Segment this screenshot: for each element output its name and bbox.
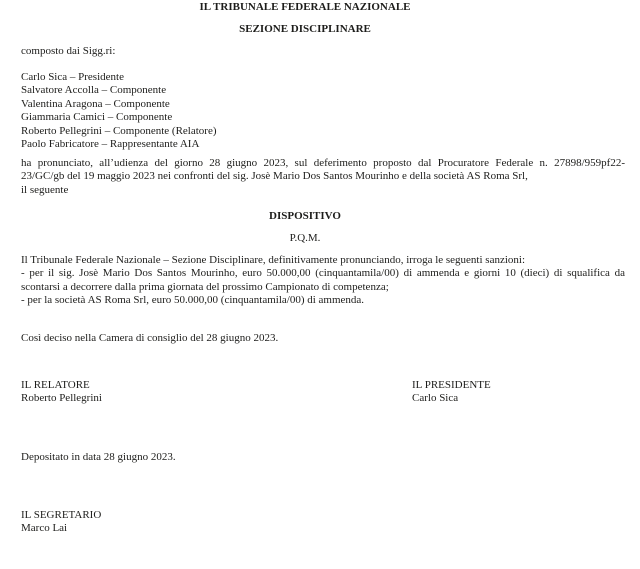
pronouncement-paragraph (21, 157, 625, 197)
member-line: Valentina Aragona – Componente (21, 97, 170, 110)
member-line: Carlo Sica – Presidente (21, 71, 124, 83)
signature-presidente (412, 379, 622, 406)
ruling-paragraph (21, 254, 625, 308)
sanction-line-3: - per la società AS Roma Srl, euro 50.000,00 (cinquantamila/00) di ammenda. (21, 294, 365, 307)
ruling-intro-line: Il Tribunale Federale Nazionale – Sezione Disciplinare, definitivamente pronunciando, irroga le seguenti sanzioni: (21, 254, 526, 266)
member-line: Giammaria Camici – Componente (21, 111, 173, 124)
sanction-line-1: - per il sig. Josè Mario Dos Santos Mourinho, euro 50.000,00 (cinquantamila/00) di ammenda e giorni 10 (dieci) di squalifica da (21, 267, 625, 280)
dispositivo-heading: DISPOSITIVO (269, 210, 341, 222)
pqm-line: P.Q.M. (289, 232, 321, 244)
signature-segretario (21, 509, 321, 536)
member-line: Roberto Pellegrini – Componente (Relatore) (21, 124, 217, 137)
pronouncement-line-3: il seguente (21, 183, 69, 196)
member-line: Paolo Fabricatore – Rappresentante AIA (21, 138, 200, 151)
deposit-line: Depositato in data 28 giugno 2023. (21, 451, 176, 463)
member-line: Salvatore Accolla – Componente (21, 84, 167, 97)
pronouncement-line-2: 23/GC/gb del 19 maggio 2023 nei confronti del sig. Josè Mario Dos Santos Mourinho e della società AS Roma Srl, (21, 170, 528, 183)
members-list (21, 71, 625, 151)
composition-intro: composto dai Sigg.ri: (21, 45, 116, 57)
segretario-name: Marco Lai (21, 522, 68, 535)
pronouncement-line-1: ha pronunciato, all’udienza del giorno 28 giugno 2023, sul deferimento proposto dal Procuratore Federale n. 27898/959pf22- (21, 157, 625, 169)
presidente-name: Carlo Sica (412, 392, 459, 405)
document-title: IL TRIBUNALE FEDERALE NAZIONALE (199, 1, 411, 13)
signature-relatore (21, 379, 321, 406)
relatore-name: Roberto Pellegrini (21, 392, 102, 405)
document-subtitle: SEZIONE DISCIPLINARE (239, 23, 371, 35)
decision-line: Così deciso nella Camera di consiglio del 28 giugno 2023. (21, 332, 279, 344)
sanction-line-2: scontarsi a decorrere dalla prima giornata del prossimo Campionato di competenza; (21, 280, 389, 293)
relatore-label: IL RELATORE (21, 379, 90, 391)
segretario-label: IL SEGRETARIO (21, 509, 102, 521)
presidente-label: IL PRESIDENTE (412, 379, 491, 391)
